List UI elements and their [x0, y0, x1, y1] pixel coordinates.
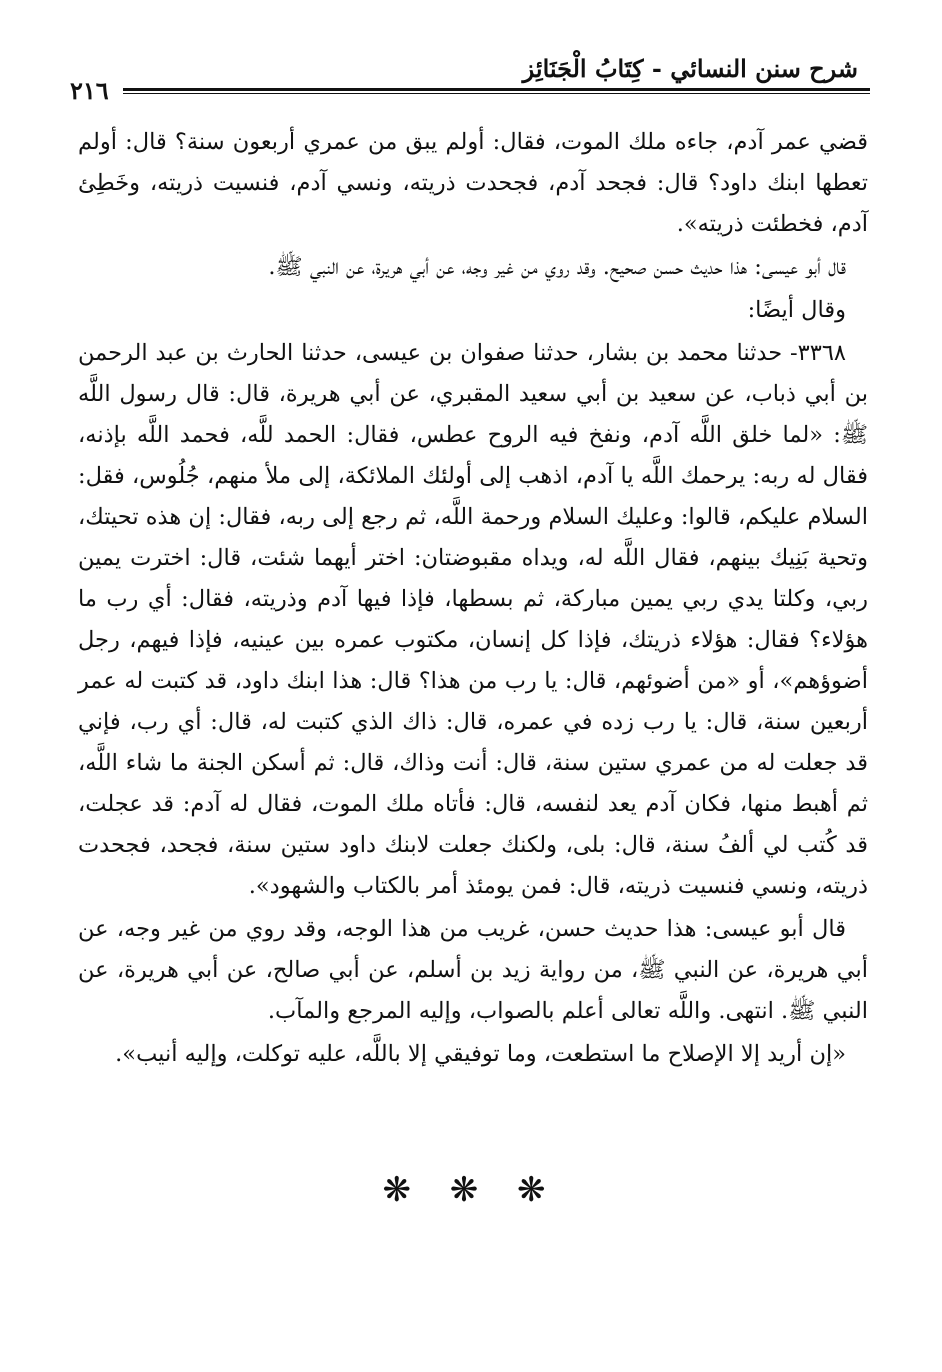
paragraph: ٣٣٦٨- حدثنا محمد بن بشار، حدثنا صفوان بن عيسى، حدثنا الحارث بن عبد الرحمن بن أبي ذباب، عن سعيد بن أبي سعيد المقبري، عن أبي هريرة، قال: قال رسول اللَّه ﷺ: «لما خلق اللَّه آدم، ونفخ فيه الروح عطس، فقال: الحمد للَّه، فحمد اللَّه بإذنه، فقال له ربه: يرحمك اللَّه يا آدم، اذهب إلى أولئك الملائكة، إلى ملأ منهم، جُلُوس، فقل: السلام عليكم، قالوا: وعليك السلام ورحمة اللَّه، ثم رجع إلى ربه، فقال: إن هذه تحيتك، وتحية بَنِيك بينهم، فقال اللَّه له، ويداه مقبوضتان: اختر أيهما شئت، قال: اخترت يمين ربي، وكلتا يدي ربي يمين مباركة، ثم بسطها، فإذا فيها آدم وذريته، فقال: أي رب ما هؤلاء؟ فقال: هؤلاء ذريتك، فإذا كل إنسان، مكتوب عمره بين عينيه، فإذا فيهم، رجل أضوؤهم»، أو «من أضوئهم، قال: يا رب من هذا؟ قال: هذا ابنك داود، قد كتبت له عمر أربعين سنة، قال: يا رب زده في عمره، قال: ذاك الذي كتبت له، قال: أي رب، فإني قد جعلت له من عمري ستين سنة، قال: أنت وذاك، قال: ثم أسكن الجنة ما شاء اللَّه، ثم أهبط منها، فكان آدم يعد لنفسه، قال: فأتاه ملك الموت، فقال له آدم: قد عجلت، قد كُتب لي ألفُ سنة، قال: بلى، ولكنك جعلت لابنك داود ستين سنة، فجحد، فجحدت ذريته، ونسي فنسيت ذريته، قال: فمن يومئذ أمر بالكتاب والشهود». — [78, 340, 868, 899]
page-number: ٢١٦ — [70, 78, 123, 104]
paragraph: قال أبو عيسى: هذا حديث حسن صحيح. وقد روي من غير وجه، عن أبي هريرة، عن النبي ﷺ. — [268, 254, 846, 280]
paragraph: وقال أيضًا: — [747, 297, 846, 323]
page-header — [70, 48, 870, 108]
paragraph: «إن أريد إلا الإصلاح ما استطعت، وما توفيقي إلا باللَّه، عليه توكلت، وإليه أنيب». — [115, 1041, 846, 1067]
header-rule — [70, 88, 870, 94]
paragraph: قضي عمر آدم، جاءه ملك الموت، فقال: أولم يبق من عمري أربعون سنة؟ قال: أولم تعطها ابنك داود؟ قال: فجحد آدم، فجحدت ذريته، ونسي آدم، فنسيت ذريته، وخَطِئ آدم، فخطئت ذريته». — [78, 129, 868, 237]
page-body — [78, 122, 868, 1077]
paragraph: قال أبو عيسى: هذا حديث حسن، غريب من هذا الوجه، وقد روي من غير وجه، عن أبي هريرة، عن النبي ﷺ، من رواية زيد بن أسلم، عن أبي صالح، عن أبي هريرة، عن النبي ﷺ. انتهى. واللَّه تعالى أعلم بالصواب، وإليه المرجع والمآب. — [78, 916, 868, 1024]
section-separator: ❋ ❋ ❋ — [382, 1170, 560, 1210]
running-title: شرح سنن النسائي - كِتَابُ الْجَنَائِز — [522, 54, 858, 83]
